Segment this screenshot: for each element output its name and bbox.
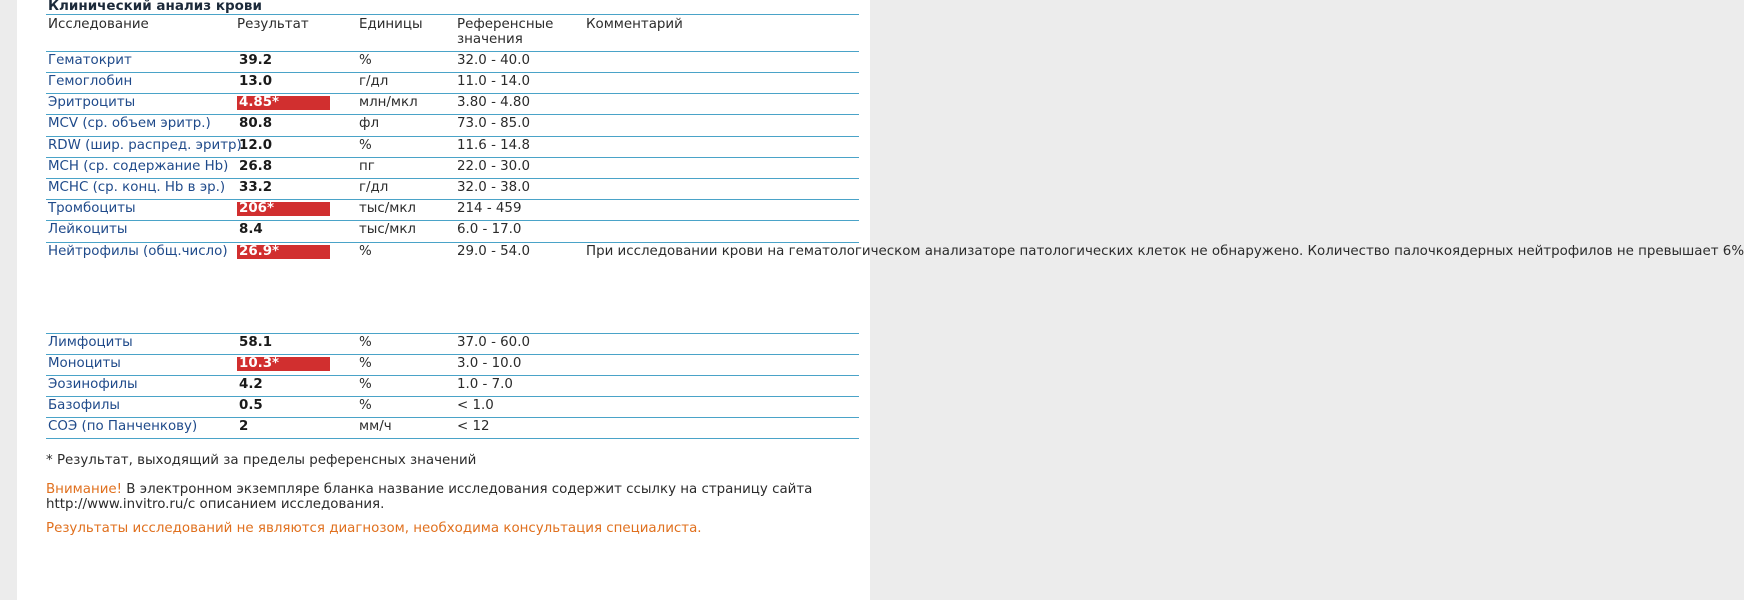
notice-text: В электронном экземпляре бланка название исследования содержит ссылку на страницу сайта http://www.invitro.ru/с описанием исследования. [46, 482, 813, 512]
table-row [46, 200, 859, 221]
test-result [235, 354, 357, 375]
test-name: Тромбоциты [46, 200, 235, 221]
table-row [46, 333, 859, 354]
test-name: СОЭ (по Панченкову) [46, 418, 235, 439]
test-result [235, 221, 357, 242]
test-name: MCH (ср. содержание Hb) [46, 157, 235, 178]
test-reference-range: 11.0 - 14.0 [455, 73, 584, 94]
results-body [46, 52, 1744, 439]
disclaimer: Результаты исследований не являются диагнозом, необходима консультация специалиста. [46, 521, 702, 536]
test-reference-range: 6.0 - 17.0 [455, 221, 584, 242]
test-name: Гематокрит [46, 52, 235, 73]
result-value: 2 [239, 419, 249, 435]
table-row [46, 115, 859, 136]
test-units: пг [357, 157, 455, 178]
table-row [46, 94, 859, 115]
title-divider [46, 14, 859, 15]
test-result [235, 178, 357, 199]
test-units: г/дл [357, 73, 455, 94]
result-value: 80.8 [239, 116, 273, 132]
footnote: * Результат, выходящий за пределы референсных значений [46, 453, 477, 468]
table-row [46, 73, 859, 94]
result-value: 26.8 [239, 158, 273, 174]
test-units: фл [357, 115, 455, 136]
table-row [46, 221, 859, 242]
header-comment: Комментарий [584, 16, 859, 52]
test-result [235, 73, 357, 94]
test-reference-range: 3.0 - 10.0 [455, 354, 584, 375]
test-comment [584, 333, 859, 354]
header-reference-line2: значения [457, 32, 523, 47]
test-units: млн/мкл [357, 94, 455, 115]
test-comment [584, 200, 859, 221]
test-units: мм/ч [357, 418, 455, 439]
test-result [235, 94, 357, 115]
test-comment [584, 94, 859, 115]
result-value: 4.2 [239, 376, 263, 392]
result-value: 12.0 [239, 137, 273, 153]
table-header-row [46, 16, 859, 52]
test-reference-range: 37.0 - 60.0 [455, 333, 584, 354]
test-result [235, 333, 357, 354]
test-result [235, 375, 357, 396]
lab-report-page [17, 0, 1744, 600]
result-value-flagged: 206* [237, 202, 330, 216]
table-row [46, 418, 859, 439]
test-result [235, 200, 357, 221]
test-result [235, 52, 357, 73]
test-comment [584, 375, 859, 396]
test-name: Базофилы [46, 397, 235, 418]
test-name: MCHC (ср. конц. Hb в эр.) [46, 178, 235, 199]
test-name: Эритроциты [46, 94, 235, 115]
test-result [235, 115, 357, 136]
test-units: % [357, 136, 455, 157]
notice-label: Внимание! [46, 482, 123, 497]
test-comment [584, 115, 859, 136]
test-units: % [357, 52, 455, 73]
test-units: % [357, 397, 455, 418]
test-units: % [357, 242, 455, 333]
test-result [235, 397, 357, 418]
test-units: % [357, 375, 455, 396]
test-reference-range: 3.80 - 4.80 [455, 94, 584, 115]
test-reference-range: 73.0 - 85.0 [455, 115, 584, 136]
test-reference-range: < 1.0 [455, 397, 584, 418]
test-name: Лейкоциты [46, 221, 235, 242]
test-name: Эозинофилы [46, 375, 235, 396]
results-table [46, 16, 1744, 439]
table-row [46, 375, 859, 396]
test-units: % [357, 354, 455, 375]
test-reference-range: < 12 [455, 418, 584, 439]
test-units: г/дл [357, 178, 455, 199]
test-units: тыс/мкл [357, 200, 455, 221]
result-value: 58.1 [239, 334, 273, 350]
test-comment [584, 157, 859, 178]
notice [46, 482, 836, 512]
section-title: Клинический анализ крови [48, 0, 262, 14]
test-comment [584, 418, 859, 439]
result-value-flagged: 26.9* [237, 245, 330, 259]
result-value-flagged: 10.3* [237, 357, 330, 371]
test-name: RDW (шир. распред. эритр) [46, 136, 235, 157]
header-result: Результат [235, 16, 357, 52]
test-name: Лимфоциты [46, 333, 235, 354]
result-value-flagged: 4.85* [237, 96, 330, 110]
test-comment [584, 397, 859, 418]
table-row [46, 354, 859, 375]
test-name: Гемоглобин [46, 73, 235, 94]
test-comment [584, 221, 859, 242]
test-comment [584, 136, 859, 157]
table-row [46, 52, 859, 73]
table-row [46, 242, 859, 333]
header-reference-line1: Референсные [457, 17, 554, 32]
test-result [235, 136, 357, 157]
test-comment [584, 73, 859, 94]
test-reference-range: 1.0 - 7.0 [455, 375, 584, 396]
test-comment [584, 52, 859, 73]
test-reference-range: 29.0 - 54.0 [455, 242, 584, 333]
result-value: 39.2 [239, 53, 273, 68]
result-value: 0.5 [239, 398, 263, 414]
test-reference-range: 32.0 - 38.0 [455, 178, 584, 199]
test-reference-range: 214 - 459 [455, 200, 584, 221]
test-name: Нейтрофилы (общ.число) [46, 242, 235, 333]
header-reference [455, 16, 584, 52]
header-name: Исследование [46, 16, 235, 52]
result-value: 13.0 [239, 74, 273, 89]
table-row [46, 397, 859, 418]
result-value: 8.4 [239, 222, 263, 238]
table-row [46, 157, 859, 178]
header-units: Единицы [357, 16, 455, 52]
test-reference-range: 11.6 - 14.8 [455, 136, 584, 157]
test-reference-range: 32.0 - 40.0 [455, 52, 584, 73]
test-comment [584, 178, 859, 199]
test-comment [584, 354, 859, 375]
result-value: 33.2 [239, 179, 273, 195]
test-reference-range: 22.0 - 30.0 [455, 157, 584, 178]
table-row [46, 178, 859, 199]
test-name: Моноциты [46, 354, 235, 375]
table-row [46, 136, 859, 157]
test-name: MCV (ср. объем эритр.) [46, 115, 235, 136]
test-result [235, 418, 357, 439]
test-comment: При исследовании крови на гематологическом анализаторе патологических клеток не обнаружено. Количество палочкоядерных нейтрофилов не превышает 6% [584, 242, 859, 333]
test-result [235, 242, 357, 333]
test-units: % [357, 333, 455, 354]
test-result [235, 157, 357, 178]
test-units: тыс/мкл [357, 221, 455, 242]
